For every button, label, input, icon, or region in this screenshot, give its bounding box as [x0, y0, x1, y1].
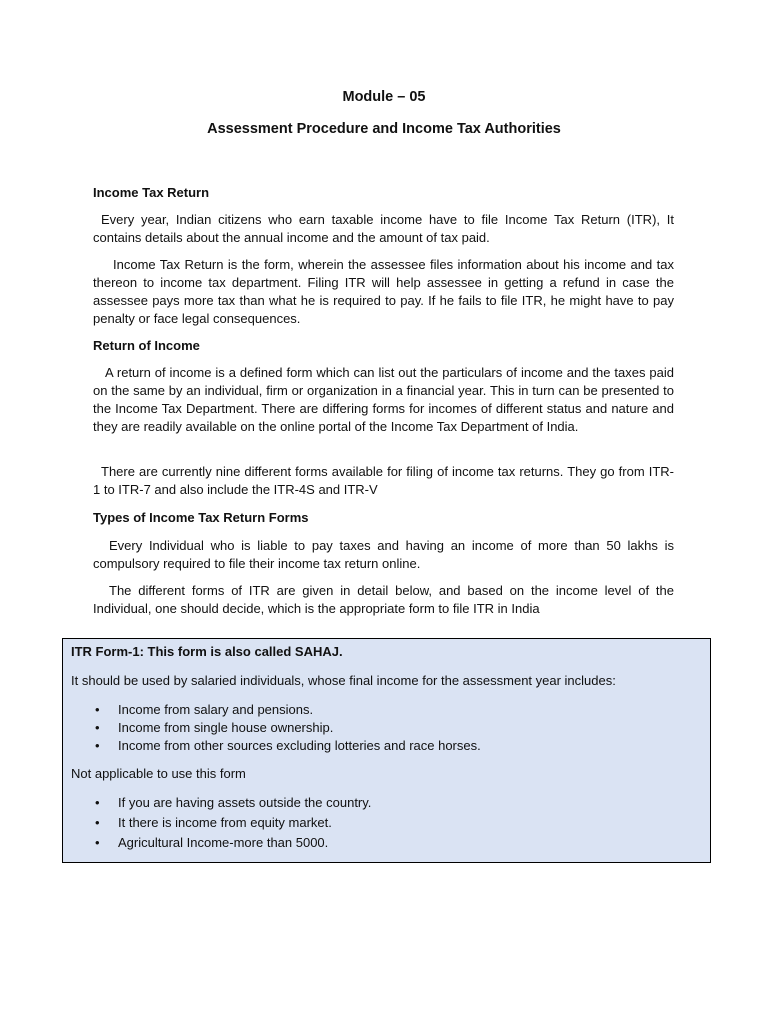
paragraph-text: Every year, Indian citizens who earn taxable income have to file Income Tax Return (ITR), It contains details about the annual income and the amount of tax paid. [93, 212, 674, 245]
bullet-icon: • [95, 795, 100, 810]
paragraph [93, 364, 674, 436]
includes-list [71, 701, 703, 755]
bullet-icon: • [95, 835, 100, 850]
section-income-tax-return [93, 184, 674, 202]
not-applicable-list [71, 794, 703, 852]
paragraph [93, 256, 674, 328]
paragraph [93, 211, 674, 247]
section-heading: Return of Income [93, 338, 200, 353]
paragraph [93, 537, 674, 573]
list-item-text: Income from salary and pensions. [118, 702, 314, 717]
section-return-of-income [93, 337, 674, 355]
bullet-icon: • [95, 815, 100, 830]
section-heading: Types of Income Tax Return Forms [93, 510, 309, 525]
module-title: Module – 05 [342, 89, 426, 105]
list-item-text: Income from single house ownership. [118, 720, 334, 735]
paragraph-text: There are currently nine different forms available for filing of income tax returns. They go from ITR-1 to ITR-7 and also include the ITR-4S and ITR-V [93, 464, 674, 497]
box-heading: ITR Form-1: This form is also called SAHAJ. [71, 644, 343, 659]
box-intro: It should be used by salaried individuals, whose final income for the assessment year includes: [71, 673, 616, 688]
list-item [71, 834, 703, 852]
section-heading: Income Tax Return [93, 185, 210, 200]
list-item [71, 814, 703, 832]
bullet-icon: • [95, 738, 100, 753]
list-item [71, 794, 703, 812]
list-item-text: It there is income from equity market. [118, 815, 332, 830]
paragraph [93, 463, 674, 499]
list-item [71, 737, 703, 755]
list-item-text: Income from other sources excluding lotteries and race horses. [118, 738, 481, 753]
section-types-of-forms [93, 509, 674, 527]
paragraph-text: A return of income is a defined form which can list out the particulars of income and the taxes paid on the same by an individual, firm or organization in a financial year. This in turn can be presented to the Income Tax Department. There are differing forms for incomes of different status and nature and they are readily available on the online portal of the Income Tax Department of India. [93, 365, 674, 434]
list-item-text: If you are having assets outside the country. [118, 795, 372, 810]
list-item-text: Agricultural Income-more than 5000. [118, 835, 329, 850]
bullet-icon: • [95, 720, 100, 735]
itr-form-1-box [62, 638, 711, 863]
paragraph-text: Income Tax Return is the form, wherein the assessee files information about his income and tax thereon to income tax department. Filing ITR will help assessee in getting a refund in case the assessee pays more tax than what he is required to pay. If he fails to file ITR, he might have to pay penalty or face legal consequences. [93, 257, 674, 326]
paragraph [93, 582, 674, 618]
paragraph-text: Every Individual who is liable to pay taxes and having an income of more than 50 lakhs is compulsory required to file their income tax return online. [93, 538, 674, 571]
not-applicable-label: Not applicable to use this form [71, 766, 246, 781]
itr-form-1-content [71, 643, 703, 852]
bullet-icon: • [95, 702, 100, 717]
list-item [71, 719, 703, 737]
list-item [71, 701, 703, 719]
paragraph-text: The different forms of ITR are given in detail below, and based on the income level of the Individual, one should decide, which is the appropriate form to file ITR in India [93, 583, 674, 616]
page-subtitle: Assessment Procedure and Income Tax Authorities [207, 121, 561, 137]
